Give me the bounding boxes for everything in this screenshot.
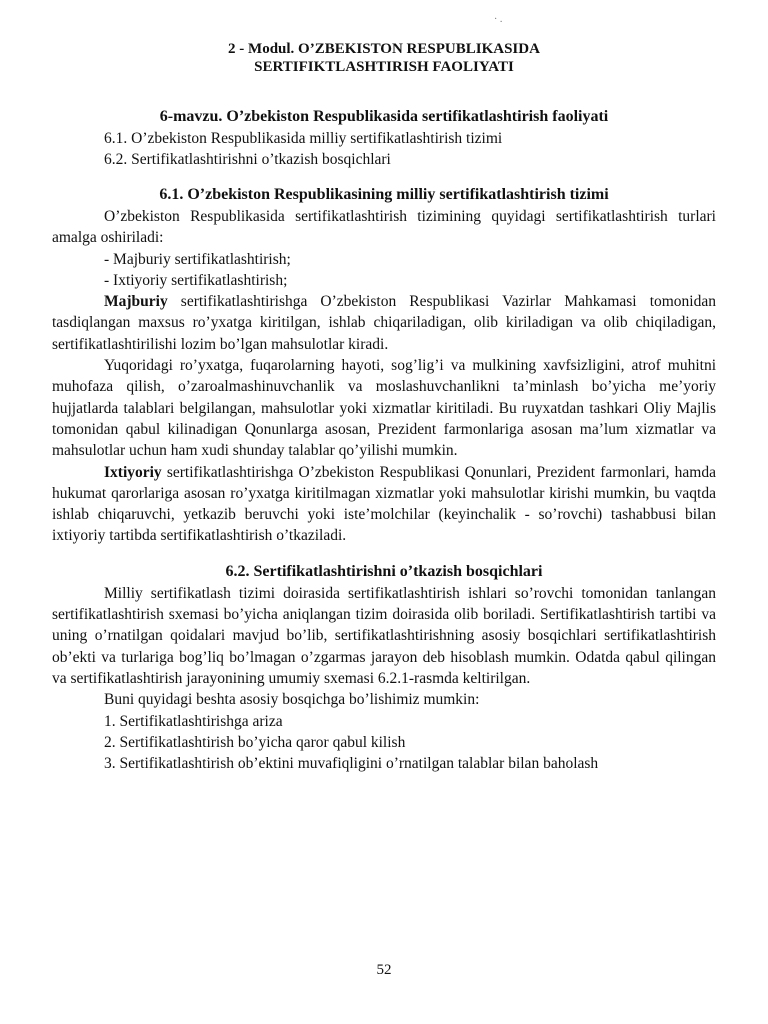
list-item-majburiy: - Majburiy sertifikatlashtirish;: [104, 250, 291, 268]
keyword-ixtiyoriy: Ixtiyoriy: [104, 463, 162, 481]
paragraph-ixtiyoriy: [52, 462, 716, 547]
paragraph-yuqoridagi: Yuqoridagi ro’yxatga, fuqarolarning hayoti, sog’lig’i va mulkining xavfsizligini, atrof muhitni muhofaza qilish, o’zaroalmashinuvchanlik va moslashuvchanlikni ta’minlash bo’yicha me’yoriy hujjatlarda talablari belgilangan, mahsulotlar yoki xizmatlar kiritiladi. Bu ruyxatdan tashkari Oliy Majlis tomonidan qabul kilinadigan Qonunlarga asosan, Prezident farmonlariga asosan ma’lum xizmatlar va mahsulotlar uchun ham xudi shunday talablar qo’yilishi mumkin.: [52, 357, 716, 460]
page-number: 52: [376, 962, 392, 978]
toc-item-6-1: 6.1. O’zbekiston Respublikasida milliy sertifikatlashtirish tizimi: [104, 130, 503, 147]
topic-heading: 6-mavzu. O’zbekiston Respublikasida sertifikatlashtirish faoliyati: [159, 108, 609, 125]
section-6-1-intro: O’zbekiston Respublikasida sertifikatlashtirish tizimining quyidagi sertifikatlashtirish turlari amalga oshiriladi:: [52, 208, 716, 247]
paragraph-buni: Buni quyidagi beshta asosiy bosqichga bo’lishimiz mumkin:: [104, 691, 480, 709]
paragraph-majburiy: [52, 291, 716, 355]
toc-item-6-2: 6.2. Sertifikatlashtirishni o’tkazish bosqichlari: [104, 151, 391, 168]
section-6-1-heading: 6.1. O’zbekiston Respublikasining milliy sertifikatlashtirish tizimi: [159, 186, 609, 203]
keyword-majburiy: Majburiy: [104, 293, 168, 311]
document-page: [52, 40, 716, 774]
scan-speck: · .: [494, 14, 503, 25]
module-title: 2 - Modul. O’ZBEKISTON RESPUBLIKASIDA: [228, 41, 540, 57]
paragraph-ixtiyoriy-text: sertifikatlashtirishga O’zbekiston Respublikasi Qonunlari, Prezident farmonlari, hamda hukumat qarorlariga asosan ro’yxatga kiritilmagan xizmatlar yoki mahsulotlar kirishi mumkin, bu vaqtda ishlab chiqaruvchi, yetkazib beruvchi yoki iste’molchilar (keyinchalik - so’rovchi) tashabbusi bilan ixtiyoriy tartibda sertifikatlashtirish o’tkaziladi.: [52, 463, 716, 545]
paragraph-majburiy-text: sertifikatlashtirishga O’zbekiston Respublikasi Vazirlar Mahkamasi tomonidan tasdiqlangan maxsus ro’yxatga kiritilgan, ishlab chiqariladigan, olib kiriladigan va olib chiqiladigan, sertifikatlashtirilishi lozim bo’lgan mahsulotlar kiradi.: [52, 293, 716, 353]
paragraph-milliy: Milliy sertifikatlash tizimi doirasida sertifikatlashtirish ishlari so’rovchi tomonidan tanlangan sertifikatlashtirish sxemasi bo’yicha aniqlangan tizim doirasida olib boriladi. Sertifikatlashtirish tartibi va uning o’rnatilgan qoidalari mavjud bo’lib, sertifikatlashtirishning asosiy bosqichlari sertifikatlashtirish ob’ekti va turlariga bog’liq bo’lmagan o’zgarmas jarayon deb hisoblash mumkin. Odatda qabul qilingan va sertifikatlashtirish jarayonining umumiy sxemasi 6.2.1-rasmda keltirilgan.: [52, 584, 716, 687]
module-subtitle: SERTIFIKTLASHTIRISH FAOLIYATI: [254, 59, 514, 75]
step-3: 3. Sertifikatlashtirish ob’ektini muvafiqligini o’rnatilgan talablar bilan baholash: [104, 755, 599, 773]
list-item-ixtiyoriy: - Ixtiyoriy sertifikatlashtirish;: [104, 271, 288, 289]
step-1: 1. Sertifikatlashtirishga ariza: [104, 712, 283, 730]
section-6-2-heading: 6.2. Sertifikatlashtirishni o’tkazish bosqichlari: [225, 562, 543, 580]
step-2: 2. Sertifikatlashtirish bo’yicha qaror qabul kilish: [104, 733, 406, 751]
